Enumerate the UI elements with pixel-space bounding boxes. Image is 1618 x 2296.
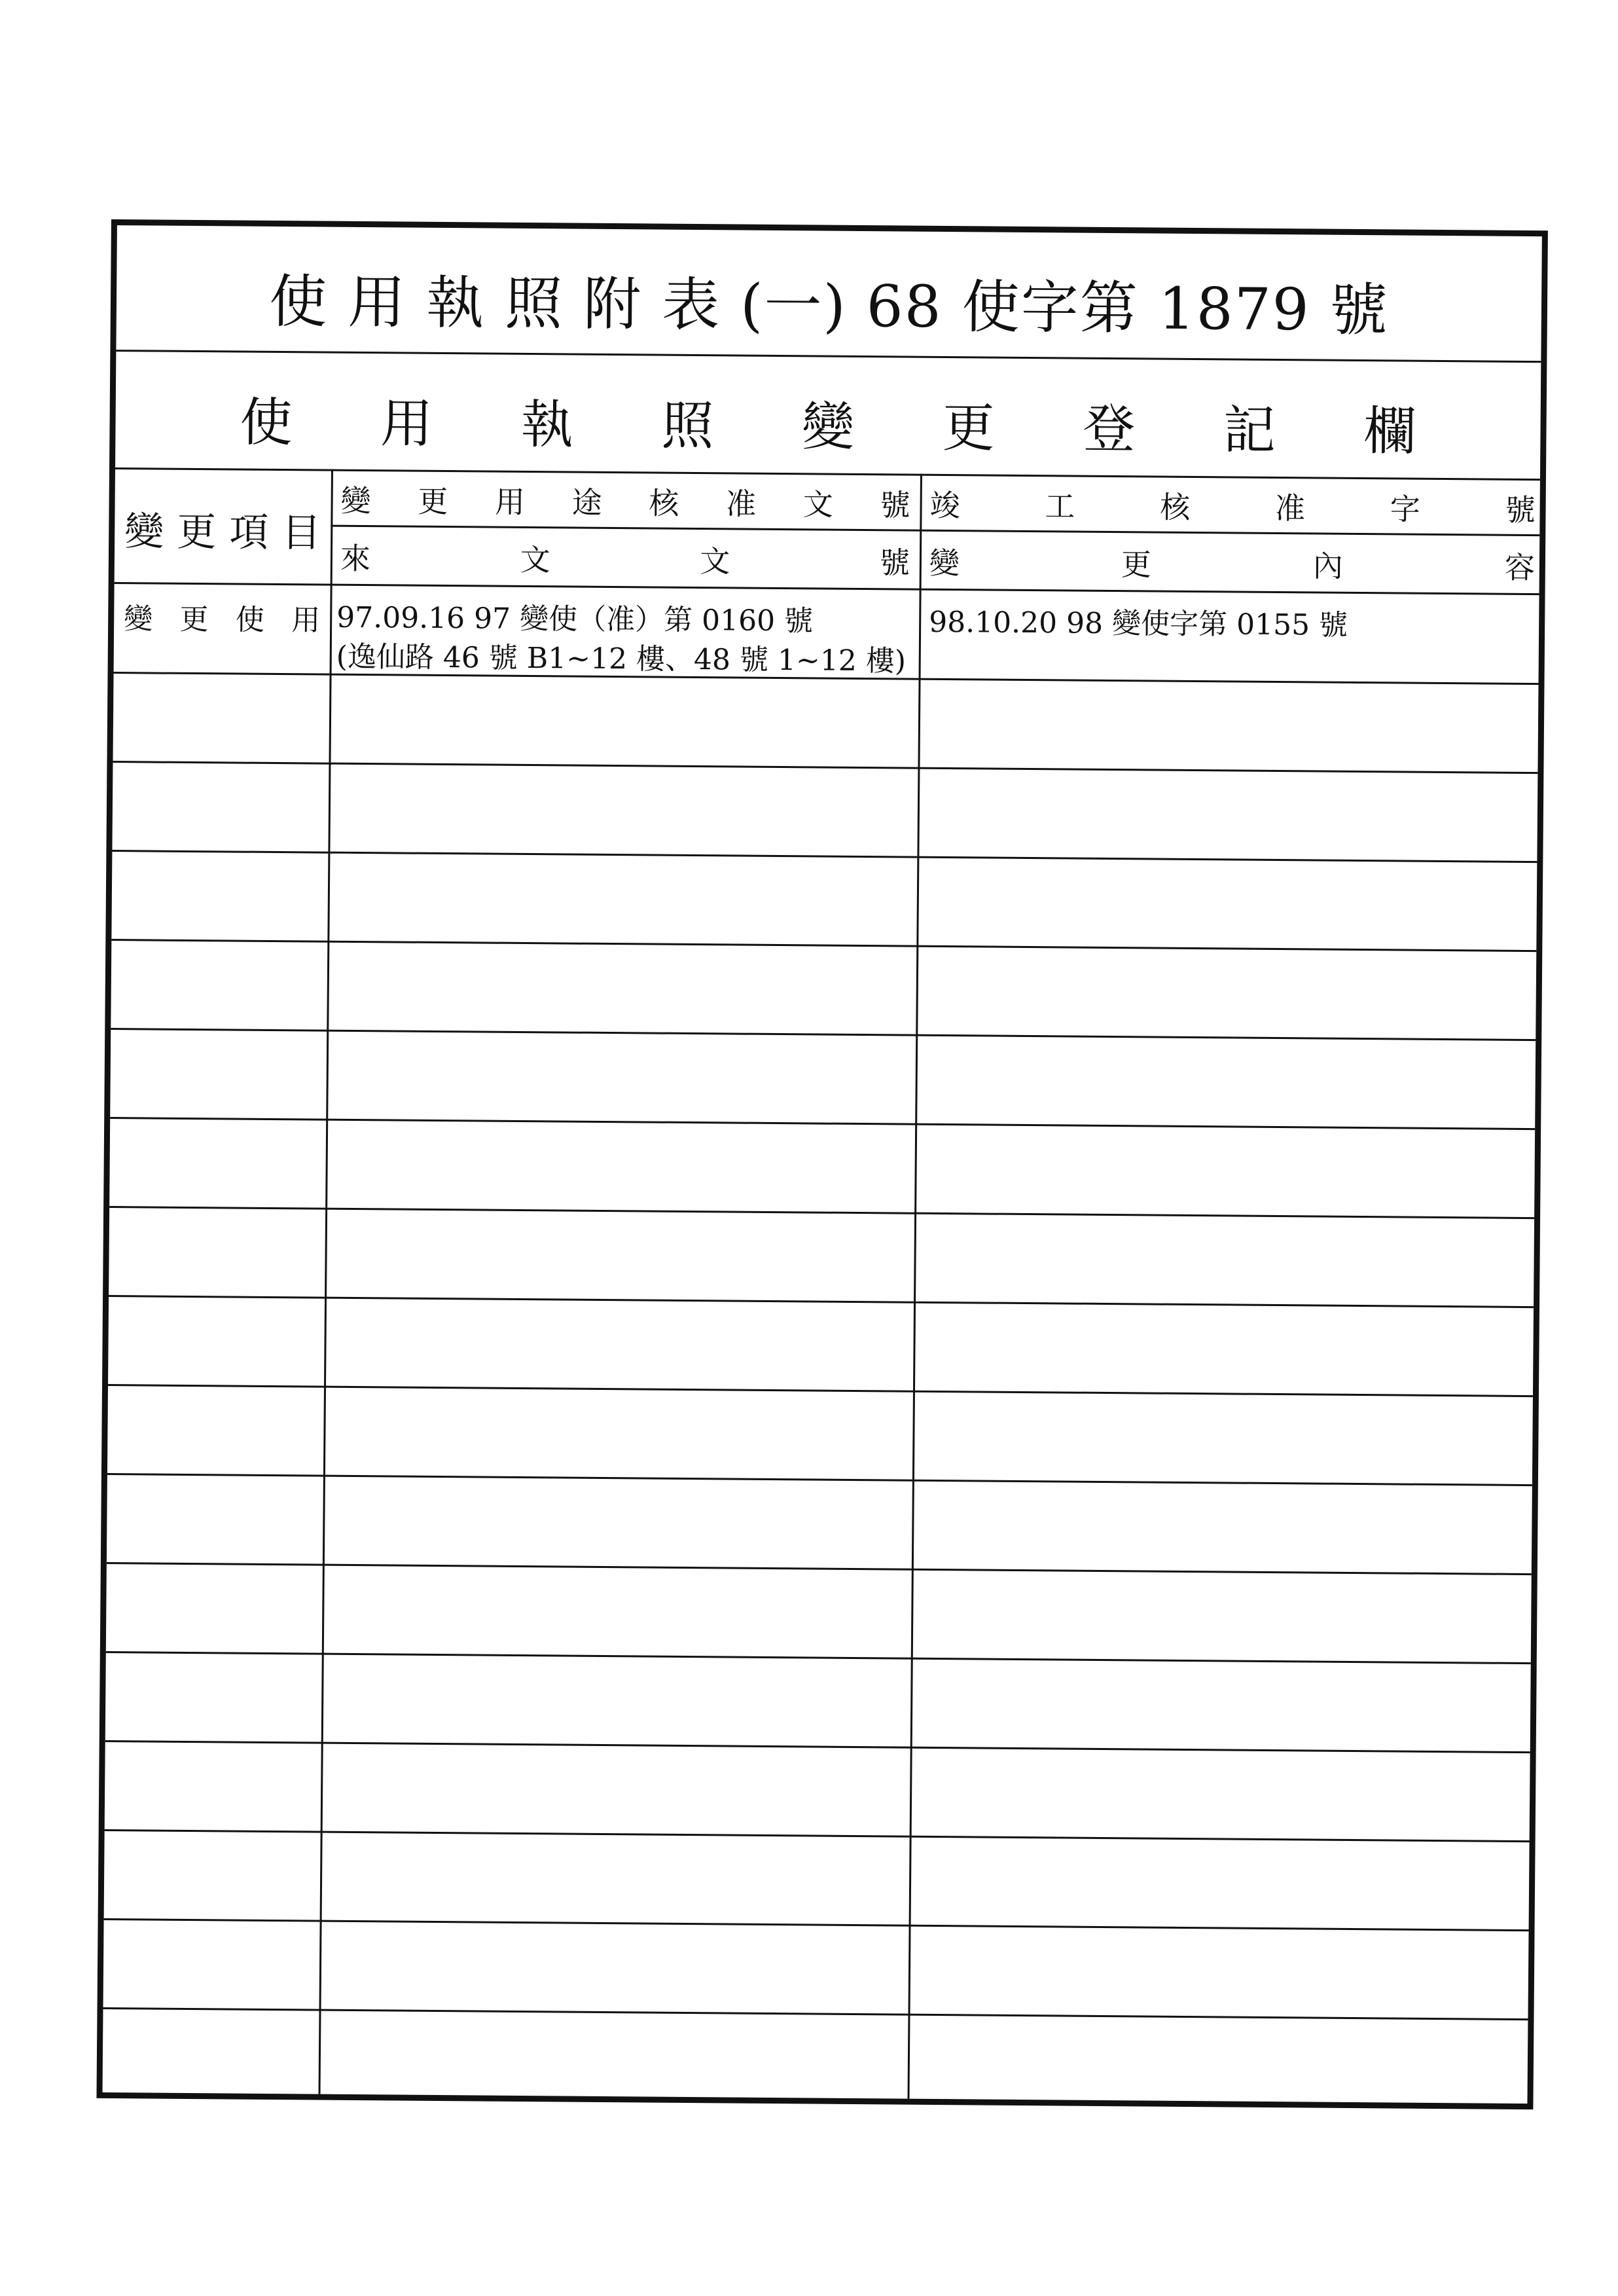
header-char: 變 xyxy=(340,483,371,519)
row-line xyxy=(109,1206,1534,1219)
header-char: 號 xyxy=(1505,492,1536,528)
header-char: 文 xyxy=(802,486,834,522)
header-char: 核 xyxy=(1159,489,1191,525)
header-incoming-doc-no xyxy=(340,535,910,583)
register-title-char: 執 xyxy=(520,393,574,456)
header-char: 變 xyxy=(124,509,164,555)
register-table-frame xyxy=(96,219,1547,2109)
header-char: 竣 xyxy=(929,487,960,524)
row-completion: 98.10.20 98 變使字第 0155 號 xyxy=(929,605,1348,642)
header-char: 容 xyxy=(1504,549,1536,586)
row-line xyxy=(108,1384,1533,1397)
register-title-char: 用 xyxy=(380,393,433,454)
row-item-char: 變 xyxy=(124,602,153,636)
row-line xyxy=(107,1562,1532,1575)
header-char: 途 xyxy=(571,484,602,520)
row-line xyxy=(107,1473,1532,1486)
register-title-char: 照 xyxy=(661,395,714,457)
row-line xyxy=(111,1028,1536,1041)
row-line xyxy=(110,1117,1535,1130)
header-change-item xyxy=(124,500,321,558)
row-line xyxy=(111,939,1536,952)
row-line xyxy=(112,850,1537,863)
header-change-content xyxy=(929,539,1535,587)
header-char: 工 xyxy=(1045,488,1075,524)
header-char: 更 xyxy=(1121,547,1152,583)
divider-register-title xyxy=(115,467,1540,481)
row-item xyxy=(124,595,320,638)
header-char: 文 xyxy=(520,541,550,578)
row-line xyxy=(104,1918,1529,1931)
row-line xyxy=(105,1829,1530,1842)
row-approval-line-2: (逸仙路 46 號 B1~12 樓、48 號 1~12 樓) xyxy=(336,640,907,678)
header-char: 目 xyxy=(281,510,321,556)
header-char: 號 xyxy=(880,487,910,523)
header-approval-doc-no xyxy=(340,477,910,525)
header-char: 准 xyxy=(725,486,757,522)
header-char: 准 xyxy=(1274,490,1306,526)
row-item-char: 用 xyxy=(291,604,321,638)
row-approval-line-1: 97.09.16 97 變使（准）第 0160 號 xyxy=(336,600,814,638)
header-char: 用 xyxy=(494,484,526,520)
header-char: 變 xyxy=(929,545,960,581)
row-line xyxy=(113,761,1537,774)
register-title-char: 更 xyxy=(942,397,996,459)
register-title xyxy=(240,380,1416,465)
row-line xyxy=(106,1651,1531,1664)
header-char: 號 xyxy=(879,545,910,581)
header-char: 更 xyxy=(418,483,448,520)
register-title-char: 變 xyxy=(801,396,855,458)
header-char: 項 xyxy=(228,509,269,556)
divider-title xyxy=(116,350,1541,363)
document-title: 使 用 執 照 附 表 (一) 68 使字第 1879 號 xyxy=(268,267,1390,344)
header-char: 內 xyxy=(1312,548,1344,584)
register-title-char: 記 xyxy=(1223,399,1276,461)
row-item-char: 使 xyxy=(235,603,265,637)
header-char: 來 xyxy=(340,540,371,577)
header-char: 文 xyxy=(700,543,730,579)
row-line xyxy=(103,2007,1528,2020)
register-title-char: 欄 xyxy=(1363,401,1416,462)
register-title-char: 登 xyxy=(1082,398,1136,460)
header-char: 核 xyxy=(649,485,679,521)
register-title-char: 使 xyxy=(240,392,293,454)
header-completion-no xyxy=(929,482,1535,530)
row-item-char: 更 xyxy=(179,602,209,637)
column-line-1 xyxy=(319,469,333,2094)
header-char: 字 xyxy=(1390,491,1420,527)
column-line-2 xyxy=(907,474,922,2099)
row-line xyxy=(109,1295,1534,1308)
header-char: 更 xyxy=(176,509,217,556)
row-line xyxy=(105,1740,1530,1753)
